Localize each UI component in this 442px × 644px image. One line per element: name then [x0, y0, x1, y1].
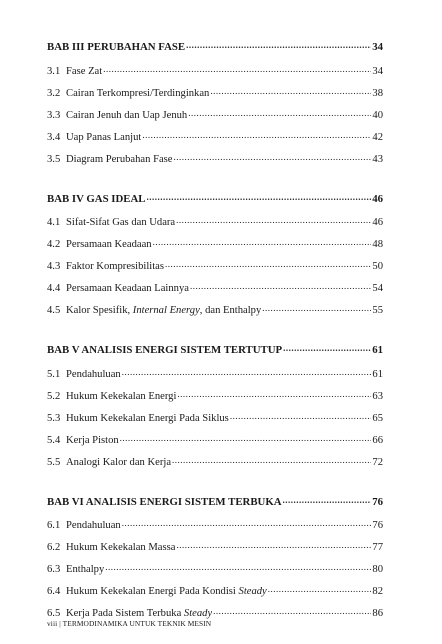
toc-entry[interactable]	[47, 433, 383, 447]
title-text: Hukum Kekekalan Energi Pada Kondisi	[66, 586, 239, 597]
toc-entry[interactable]	[47, 367, 383, 381]
toc-entry[interactable]	[47, 130, 383, 144]
chapter-heading[interactable]	[47, 495, 383, 509]
dot-leader	[174, 152, 372, 162]
section-number: 3.3	[47, 109, 61, 121]
dot-leader	[153, 237, 372, 247]
dot-leader	[147, 192, 372, 202]
section-title: Sifat-Sifat Gas dan Udara	[66, 217, 176, 228]
title-text: Kerja Pada Sistem Terbuka	[66, 608, 184, 619]
toc-entry[interactable]	[47, 281, 383, 295]
section-number: 3.2	[47, 87, 61, 99]
page-number: 34	[372, 41, 383, 53]
title-italic-text: Steady	[238, 586, 267, 597]
page-number: 80	[372, 564, 383, 575]
dot-leader	[176, 215, 371, 225]
page-number: 72	[372, 456, 383, 468]
dot-leader	[283, 495, 372, 505]
toc-entry[interactable]	[47, 108, 383, 122]
section-number: 6.5	[47, 608, 61, 619]
page-number: 34	[372, 65, 383, 77]
section-number: 6.2	[47, 542, 61, 553]
dot-leader	[283, 343, 371, 353]
section-title: Pendahuluan	[66, 520, 121, 531]
page-number: 42	[372, 131, 383, 143]
page-number: 77	[372, 542, 383, 553]
toc-entry[interactable]	[47, 562, 383, 576]
dot-leader	[188, 108, 371, 118]
title-italic-text: Steady	[183, 608, 213, 619]
title-text: , dan Enthalpy	[199, 305, 262, 316]
chapter-heading[interactable]	[47, 343, 383, 357]
dot-leader	[122, 518, 372, 528]
section-title: Diagram Perubahan Fase	[66, 153, 173, 165]
toc-entry[interactable]	[47, 237, 383, 251]
dot-leader	[172, 455, 371, 465]
page-number: 76	[372, 520, 383, 531]
toc-entry[interactable]	[47, 86, 383, 100]
dot-leader	[190, 281, 371, 291]
page-number: 76	[372, 495, 383, 508]
page-number: 82	[372, 586, 383, 597]
page-number: 55	[372, 305, 383, 316]
dot-leader	[186, 40, 371, 50]
page-number: 61	[372, 368, 383, 380]
section-title: Persamaan Keadaan Lainnya	[66, 283, 189, 294]
page-number: 86	[372, 608, 383, 619]
dot-leader	[142, 130, 371, 140]
section-number: 4.1	[47, 217, 61, 228]
section-number: 4.2	[47, 239, 61, 250]
title-italic-text: Internal Energy	[132, 305, 200, 316]
section-number: 5.1	[47, 368, 61, 380]
toc-entry[interactable]	[47, 64, 383, 78]
dot-leader	[262, 303, 371, 313]
section-title: Cairan Jenuh dan Uap Jenuh	[66, 109, 188, 121]
chapter-title: BAB IV GAS IDEAL	[47, 192, 146, 205]
toc-entry[interactable]	[47, 518, 383, 532]
page-number: 46	[372, 217, 383, 228]
section-title: Faktor Kompresibilitas	[66, 261, 164, 272]
toc-entry[interactable]	[47, 411, 383, 425]
toc-entry[interactable]	[47, 584, 383, 598]
chapter-title: BAB VI ANALISIS ENERGI SISTEM TERBUKA	[47, 495, 282, 508]
dot-leader	[213, 606, 371, 616]
chapter-heading[interactable]	[47, 40, 383, 54]
section-title: Hukum Kekekalan Energi Pada Siklus	[66, 412, 229, 424]
dot-leader	[177, 389, 371, 399]
toc-entry[interactable]	[47, 606, 383, 620]
page-number: 54	[372, 283, 383, 294]
chapter-4	[47, 192, 383, 318]
dot-leader	[165, 259, 371, 269]
section-title: Kerja Piston	[66, 434, 119, 446]
page-number: 38	[372, 87, 383, 99]
section-number: 6.3	[47, 564, 61, 575]
page-number: 40	[372, 109, 383, 121]
toc-entry[interactable]	[47, 455, 383, 469]
page-number: 65	[372, 412, 383, 424]
section-title	[66, 304, 261, 317]
section-title: Pendahuluan	[66, 368, 121, 380]
section-title: Hukum Kekekalan Massa	[66, 542, 176, 553]
toc-entry[interactable]	[47, 303, 383, 317]
section-number: 6.4	[47, 586, 61, 597]
page-footer: viii | TERMODINAMIKA UNTUK TEKNIK MESIN	[47, 619, 212, 628]
section-number: 3.1	[47, 65, 61, 77]
dot-leader	[103, 64, 371, 74]
section-number: 3.5	[47, 153, 61, 165]
page-number: 66	[372, 434, 383, 446]
page-number: 61	[372, 344, 383, 356]
dot-leader	[105, 562, 371, 572]
title-text: Kalor Spesifik,	[66, 305, 133, 316]
section-number: 5.5	[47, 456, 61, 468]
page-number: 48	[372, 239, 383, 250]
dot-leader	[120, 433, 372, 443]
section-title: Enthalpy	[66, 564, 105, 575]
page-number: 46	[372, 192, 383, 205]
toc-entry[interactable]	[47, 389, 383, 403]
chapter-5	[47, 343, 383, 469]
page-number: 43	[372, 153, 383, 165]
section-number: 5.4	[47, 434, 61, 446]
section-number: 5.3	[47, 412, 61, 424]
chapter-3	[47, 40, 383, 166]
chapter-6	[47, 495, 383, 621]
page-number: 50	[372, 261, 383, 272]
toc-entry[interactable]	[47, 259, 383, 273]
table-of-contents	[47, 40, 383, 628]
toc-entry[interactable]	[47, 152, 383, 166]
section-number: 3.4	[47, 131, 61, 143]
toc-entry[interactable]	[47, 540, 383, 554]
section-title	[66, 585, 267, 598]
section-title: Persamaan Keadaan	[66, 239, 152, 250]
chapter-title: BAB V ANALISIS ENERGI SISTEM TERTUTUP	[47, 344, 283, 356]
dot-leader	[122, 367, 372, 377]
dot-leader	[230, 411, 372, 421]
dot-leader	[268, 584, 372, 594]
section-number: 4.5	[47, 305, 61, 316]
chapter-heading[interactable]	[47, 192, 383, 206]
section-title: Uap Panas Lanjut	[66, 131, 142, 143]
chapter-title: BAB III PERUBAHAN FASE	[47, 41, 186, 53]
section-number: 6.1	[47, 520, 61, 531]
section-number: 5.2	[47, 390, 61, 402]
toc-entry[interactable]	[47, 215, 383, 229]
section-number: 4.3	[47, 261, 61, 272]
dot-leader	[176, 540, 371, 550]
page-number: 63	[372, 390, 383, 402]
dot-leader	[210, 86, 371, 96]
section-title: Analogi Kalor dan Kerja	[66, 456, 172, 468]
section-title: Fase Zat	[66, 65, 103, 77]
section-title: Hukum Kekekalan Energi	[66, 390, 177, 402]
section-title: Cairan Terkompresi/Terdinginkan	[66, 87, 210, 99]
section-number: 4.4	[47, 283, 61, 294]
